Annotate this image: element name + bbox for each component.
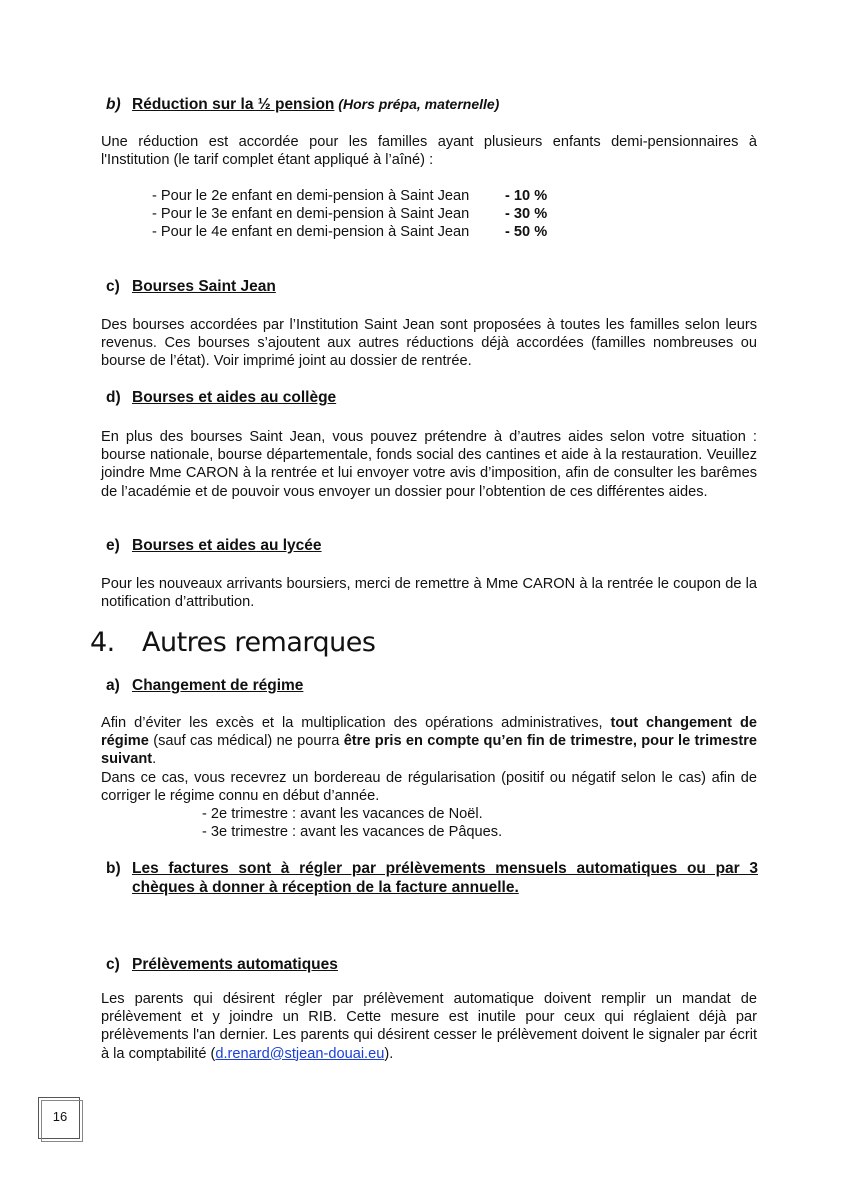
sub-a-p1-text: (sauf cas médical) ne pourra bbox=[148, 733, 344, 750]
email-link[interactable]: d.renard@stjean-douai.eu bbox=[215, 1045, 385, 1062]
section-c-text: Des bourses accordées par l’Institution Saint Jean sont proposées à toutes les familles selon leurs revenus. Ces bourses s’ajoutent aux autres réductions déjà accordées (familles nombreuses ou bourse de l’état). Voir imprimé joint au dossier de rentrée. bbox=[101, 317, 757, 370]
section-c-body bbox=[101, 316, 757, 371]
sub-b-title: Les factures sont à régler par prélèvements mensuels automatiques ou par 3 chèques à donner à réception de la facture annuelle. bbox=[132, 860, 758, 896]
sub-c-paragraph bbox=[101, 990, 757, 1063]
sub-a-p1-text: . bbox=[152, 751, 157, 768]
list-item: - 3e trimestre : avant les vacances de Pâques. bbox=[202, 824, 503, 840]
list-item: - 2e trimestre : avant les vacances de Noël. bbox=[202, 806, 483, 822]
list-item-percent: - 30 % bbox=[505, 206, 548, 222]
chapter-heading bbox=[90, 627, 375, 658]
sub-b-heading bbox=[106, 860, 762, 897]
section-b-intro bbox=[101, 133, 757, 169]
sub-c-letter: c) bbox=[106, 956, 120, 973]
sub-a-paragraph-2: Dans ce cas, vous recevrez un bordereau de régularisation (positif ou négatif selon le cas) afin de corriger le régime connu en début d’année. bbox=[101, 769, 757, 804]
section-c-letter: c) bbox=[106, 278, 120, 295]
list-item-percent: - 10 % bbox=[505, 188, 548, 204]
list-item bbox=[152, 205, 469, 223]
section-d-heading bbox=[106, 389, 336, 407]
section-b-letter: b) bbox=[106, 96, 121, 113]
section-c-heading bbox=[106, 278, 276, 296]
section-b-title: Réduction sur la ½ pension bbox=[132, 96, 335, 113]
section-d-text: En plus des bourses Saint Jean, vous pouvez prétendre à d’autres aides selon votre situation : bourse nationale, bourse départementale, fonds social des cantines et aide à la restauration. Veuillez joindre Mme CARON à la rentrée et lui envoyer votre avis d’imposition, afin de consulter les barêmes de l’académie et de pouvoir vous envoyer un dossier pour l’obtention de ces différentes aides. bbox=[101, 429, 757, 500]
sub-a-paragraph-1 bbox=[101, 714, 757, 769]
section-d-title: Bourses et aides au collège bbox=[132, 389, 337, 406]
section-e-body bbox=[101, 575, 757, 611]
list-item bbox=[152, 187, 469, 205]
section-e-letter: e) bbox=[106, 537, 120, 554]
list-item-text: - Pour le 4e enfant en demi-pension à Saint Jean bbox=[152, 224, 470, 240]
section-e-title: Bourses et aides au lycée bbox=[132, 537, 322, 554]
sub-c-text: ). bbox=[384, 1045, 394, 1062]
list-item-text: - Pour le 2e enfant en demi-pension à Saint Jean bbox=[152, 188, 470, 204]
sub-a-letter: a) bbox=[106, 677, 120, 694]
list-item-percent: - 50 % bbox=[505, 224, 548, 240]
section-e-heading bbox=[106, 537, 322, 555]
section-b-heading bbox=[106, 96, 499, 114]
section-c-title: Bourses Saint Jean bbox=[132, 278, 276, 295]
chapter-title: Autres remarques bbox=[142, 627, 376, 658]
sub-b-letter: b) bbox=[106, 860, 121, 877]
sub-c-text: Les parents qui désirent régler par prélèvement automatique doivent remplir un mandat de prélèvement et y joindre un RIB. Cette mesure est inutile pour ceux qui réglaient déjà par prélèvements l'an dernier. Les parents qui désirent cesser le prélèvement doivent le signaler par écrit à la comptabilité ( bbox=[101, 991, 757, 1062]
list-item-text: - Pour le 3e enfant en demi-pension à Saint Jean bbox=[152, 206, 470, 222]
chapter-number: 4. bbox=[90, 627, 115, 658]
section-d-letter: d) bbox=[106, 389, 121, 406]
sub-a-title: Changement de régime bbox=[132, 677, 304, 694]
sub-a-p1-text: Afin d’éviter les excès et la multiplication des opérations administratives, bbox=[101, 715, 611, 731]
sub-a-body bbox=[101, 714, 757, 805]
page-number-box bbox=[38, 1097, 82, 1141]
section-b-intro-text: Une réduction est accordée pour les familles ayant plusieurs enfants demi-pensionnaires à l'Institution (le tarif complet étant appliqué à l’aîné) : bbox=[101, 134, 757, 169]
page-number: 16 bbox=[52, 1109, 68, 1124]
section-d-body bbox=[101, 428, 757, 501]
section-b-subtitle: (Hors prépa, maternelle) bbox=[334, 96, 500, 112]
sub-a-p1-bold: tout changement de régime bbox=[101, 715, 757, 750]
section-e-text: Pour les nouveaux arrivants boursiers, merci de remettre à Mme CARON à la rentrée le coupon de la notification d’attribution. bbox=[101, 576, 757, 611]
sub-c-body bbox=[101, 990, 757, 1063]
list-item bbox=[152, 223, 469, 241]
sub-c-heading bbox=[106, 956, 338, 974]
sub-c-title: Prélèvements automatiques bbox=[132, 956, 338, 973]
sub-a-p1-bold: être pris en compte qu’en fin de trimestre, pour le trimestre suivant bbox=[101, 733, 757, 768]
sub-a-heading bbox=[106, 677, 303, 695]
